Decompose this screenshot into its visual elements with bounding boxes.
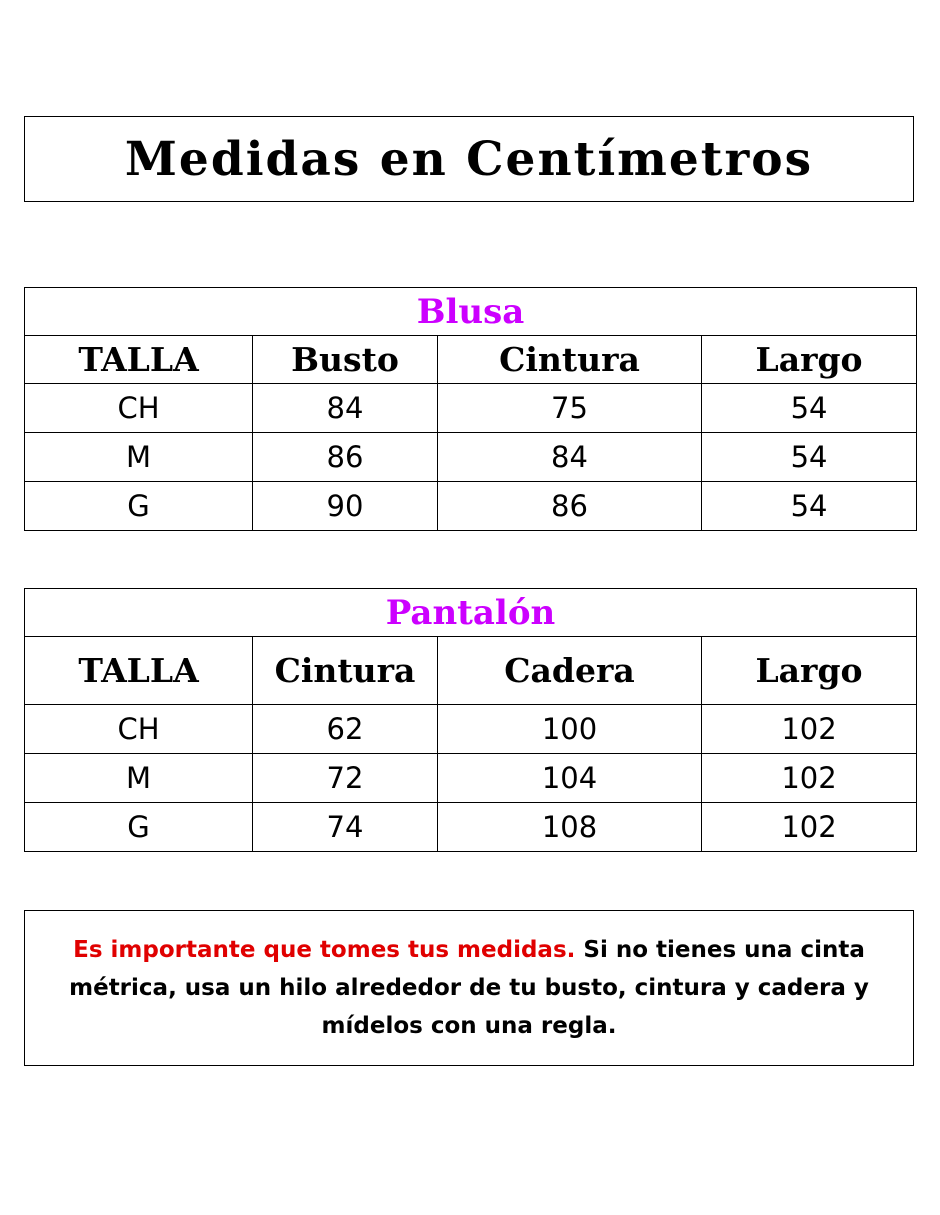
column-header-talla: TALLA xyxy=(25,336,253,384)
table-cell: 86 xyxy=(438,482,702,531)
table-cell: M xyxy=(25,433,253,482)
table-cell: 72 xyxy=(253,754,438,803)
table-cell: 100 xyxy=(438,705,702,754)
page-title: Medidas en Centímetros xyxy=(124,131,814,187)
table-cell: 74 xyxy=(253,803,438,852)
table-row xyxy=(25,482,917,531)
table-cell: 84 xyxy=(438,433,702,482)
pantalon-size-table xyxy=(24,588,917,852)
column-header-largo: Largo xyxy=(702,336,917,384)
table-row xyxy=(25,705,917,754)
blusa-size-table xyxy=(24,287,917,531)
table-cell: 54 xyxy=(702,482,917,531)
measurement-note-box xyxy=(24,910,914,1066)
table-row xyxy=(25,433,917,482)
table-cell: 86 xyxy=(253,433,438,482)
table-row xyxy=(25,384,917,433)
table-cell: G xyxy=(25,482,253,531)
pantalon-table-title: Pantalón xyxy=(25,589,917,637)
column-header-cintura: Cintura xyxy=(438,336,702,384)
table-cell: 54 xyxy=(702,384,917,433)
table-cell: 102 xyxy=(702,803,917,852)
table-cell: 54 xyxy=(702,433,917,482)
table-cell: 108 xyxy=(438,803,702,852)
column-header-cintura: Cintura xyxy=(253,637,438,705)
table-cell: 90 xyxy=(253,482,438,531)
table-cell: CH xyxy=(25,384,253,433)
table-cell: CH xyxy=(25,705,253,754)
table-cell: 102 xyxy=(702,754,917,803)
table-cell: 62 xyxy=(253,705,438,754)
title-box xyxy=(24,116,914,202)
table-cell: M xyxy=(25,754,253,803)
column-header-busto: Busto xyxy=(253,336,438,384)
table-cell: G xyxy=(25,803,253,852)
table-row xyxy=(25,803,917,852)
table-cell: 75 xyxy=(438,384,702,433)
column-header-largo: Largo xyxy=(702,637,917,705)
column-header-cadera: Cadera xyxy=(438,637,702,705)
table-cell: 102 xyxy=(702,705,917,754)
measurement-note xyxy=(44,931,894,1045)
note-highlight: Es importante que tomes tus medidas. xyxy=(73,937,576,963)
blusa-table-title: Blusa xyxy=(25,288,917,336)
table-row xyxy=(25,754,917,803)
table-cell: 84 xyxy=(253,384,438,433)
table-cell: 104 xyxy=(438,754,702,803)
column-header-talla: TALLA xyxy=(25,637,253,705)
note-body: Si no tienes una cinta métrica, usa un hilo alrededor de tu busto, cintura y cadera y mídelos con una regla. xyxy=(69,937,869,1039)
